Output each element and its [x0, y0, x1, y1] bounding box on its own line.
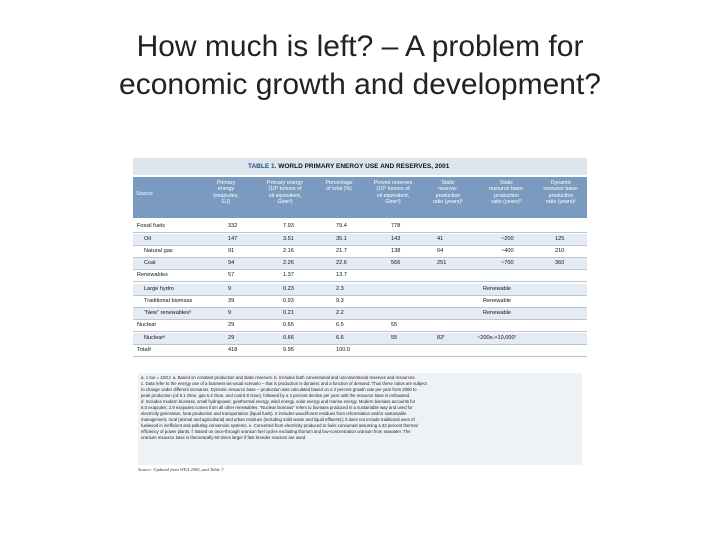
table-cell-static: 251	[437, 260, 447, 266]
slide-title	[0, 28, 720, 104]
table-cell-gtoe: 0.23	[283, 286, 294, 292]
column-header: Proved reserves (10⁹ tonnes of oil equivalent, Gtoeᵃ)	[373, 180, 413, 206]
table-cell-source: Nuclear	[137, 322, 157, 328]
slide-title-line-2: economic growth and development?	[119, 68, 601, 101]
column-header: Primary energy (10⁹ tonnes of oil equivalent, Gtoeᵃ)	[267, 180, 303, 206]
table-cell-resbase: ~700	[501, 260, 514, 266]
table-row	[133, 320, 587, 332]
table-cell-source: Large hydro	[144, 286, 174, 292]
table-row	[133, 296, 587, 308]
source-note: Source: Updated from WEA 2000, and Table 7.	[138, 467, 225, 472]
table-cell-reserves: 55	[391, 335, 398, 341]
table-cell-dynamic: 360	[555, 260, 565, 266]
table-cell-source: Natural gas	[144, 248, 173, 254]
table-cell-source: Oil	[144, 236, 151, 242]
table-cell-source: Renewables	[137, 272, 168, 278]
table-row	[133, 246, 587, 258]
table-cell-ej: 29	[228, 322, 235, 328]
table-cell-pct: 22.6	[336, 260, 347, 266]
table-cell-resbase: Renewable	[483, 286, 511, 292]
table-row	[133, 345, 587, 357]
table-cell-gtoe: 3.51	[283, 236, 294, 242]
table-cell-pct: 9.3	[336, 298, 344, 304]
table-cell-source: Nuclearᵉ	[144, 335, 166, 341]
table-row	[133, 308, 587, 320]
table-header	[133, 177, 587, 218]
table-cell-pct: 35.1	[336, 236, 347, 242]
table-row	[133, 234, 587, 246]
table-cell-dynamic: 210	[555, 248, 565, 254]
table-cell-reserves: 566	[391, 260, 401, 266]
table-cell-gtoe: 1.37	[283, 272, 294, 278]
table-cell-gtoe: 9.95	[283, 347, 294, 353]
slide-title-line-1: How much is left? – A problem for	[136, 30, 584, 63]
table-cell-pct: 13.7	[336, 272, 347, 278]
table-cell-static: 64	[437, 248, 444, 254]
table-cell-gtoe: 0.65	[283, 322, 294, 328]
table-title-text: WORLD PRIMARY ENERGY USE AND RESERVES, 2001	[278, 163, 450, 170]
table-cell-gtoe: 0.93	[283, 298, 294, 304]
column-header: Source	[136, 191, 153, 197]
table-cell-pct: 6.6	[336, 335, 344, 341]
table-cell-gtoe: 2.16	[283, 248, 294, 254]
table-cell-reserves: 143	[391, 236, 401, 242]
table-row	[133, 258, 587, 270]
table-cell-pct: 100.0	[336, 347, 350, 353]
table-cell-pct: 79.4	[336, 223, 347, 229]
energy-table-document	[133, 158, 587, 480]
table-cell-ej: 91	[228, 248, 235, 254]
table-cell-source: Coal	[144, 260, 156, 266]
table-cell-pct: 21.7	[336, 248, 347, 254]
table-cell-reserves: 138	[391, 248, 401, 254]
table-cell-pct: 6.5	[336, 322, 344, 328]
table-cell-ej: 57	[228, 272, 235, 278]
table-cell-pct: 2.2	[336, 310, 344, 316]
column-header: Primary energy (exajoules, EJ)	[213, 180, 239, 206]
table-row	[133, 221, 587, 233]
table-cell-gtoe: 0.21	[283, 310, 294, 316]
table-row	[133, 333, 587, 345]
table-cell-ej: 332	[228, 223, 238, 229]
table-cell-ej: 147	[228, 236, 238, 242]
table-cell-gtoe: 7.93	[283, 223, 294, 229]
table-cell-pct: 2.3	[336, 286, 344, 292]
table-cell-dynamic: 125	[555, 236, 565, 242]
table-cell-reserves: 778	[391, 223, 401, 229]
column-header: Percentage of total (%)	[325, 180, 353, 193]
table-cell-ej: 29	[228, 335, 235, 341]
column-header: Static resource base- production ratio (years)ᵇ	[488, 180, 525, 206]
table-cell-gtoe: 2.26	[283, 260, 294, 266]
table-cell-ej: 39	[228, 298, 235, 304]
table-cell-resbase: Renewable	[483, 298, 511, 304]
table-cell-source: Totalᵍ	[137, 347, 151, 353]
table-label: TABLE 1.	[248, 163, 277, 170]
table-cell-static: 41	[437, 236, 444, 242]
table-cell-ej: 418	[228, 347, 238, 353]
table-row	[133, 284, 587, 296]
table-footnotes	[138, 373, 582, 465]
table-cell-ej: 9	[228, 310, 232, 316]
table-cell-reserves: 55	[391, 322, 398, 328]
table-title	[133, 158, 587, 175]
footnote-text: a. 1 toe = 42GJ. a. Based on constant production and static reserves. b. Includes both conventional and unconventional reserves and resources. c. Data refer to the energy use of a business-as-usual scenario – that is production is dynamic and a function of demand. Thus these ratios are subject to change under different scenarios. Dynamic resource base – production was calculated based on a 2 percent growth rate per year from 2000 to peak production (oil 5.1 Gtoe, gas 6.3 Gtoe, and coal 8.9 Gtoe), followed by a 2 percent decline per year until the resource base is exhausted. d. Includes modern biomass, small hydropower, geothermal energy, wind energy, solar energy and marine energy. Modern biomass accounts for 6.0 exajoules; 2.9 exajoules comes from all other renewables. “Nuclear biomass” refers to biomass produced in a sustainable way and used for electricity generation, heat production and transportation (liquid fuels). It includes wood/forest residues from reforestation and/or sustainable management, rural (animal and agricultural) and urban residues (including solid waste and liquid effluents); it does not include traditional uses of fuelwood in inefficient and polluting conversion systems. e. Converted from electricity produced to fuels consumed assuming a 33 percent thermal efficiency of power plants. f. Based on once-through uranium fuel cycles excluding thorium and low-concentration uranium from seawater. The uranium resource base is theoretically 60 times larger if fast breeder reactors are used.	[141, 375, 427, 441]
table-cell-static: 82ᶠ	[437, 335, 445, 341]
table-cell-source: Fossil fuels	[137, 223, 165, 229]
table-cell-gtoe: 0.66	[283, 335, 294, 341]
table-row	[133, 270, 587, 282]
table-cell-ej: 9	[228, 286, 232, 292]
column-header: Static reserve- production ratio (years)ᵇ	[432, 180, 464, 206]
table-cell-resbase: ~200	[501, 236, 514, 242]
table-cell-source: “New” renewablesᵈ	[144, 310, 192, 316]
table-cell-resbase: ~200s->10,000ᶠ	[477, 335, 516, 341]
table-cell-ej: 94	[228, 260, 235, 266]
column-header: Dynamic resource base- production ratio (years)ᶜ	[543, 180, 579, 206]
table-cell-resbase: ~400	[501, 248, 514, 254]
table-cell-resbase: Renewable	[483, 310, 511, 316]
table-cell-source: Traditional biomass	[144, 298, 193, 304]
